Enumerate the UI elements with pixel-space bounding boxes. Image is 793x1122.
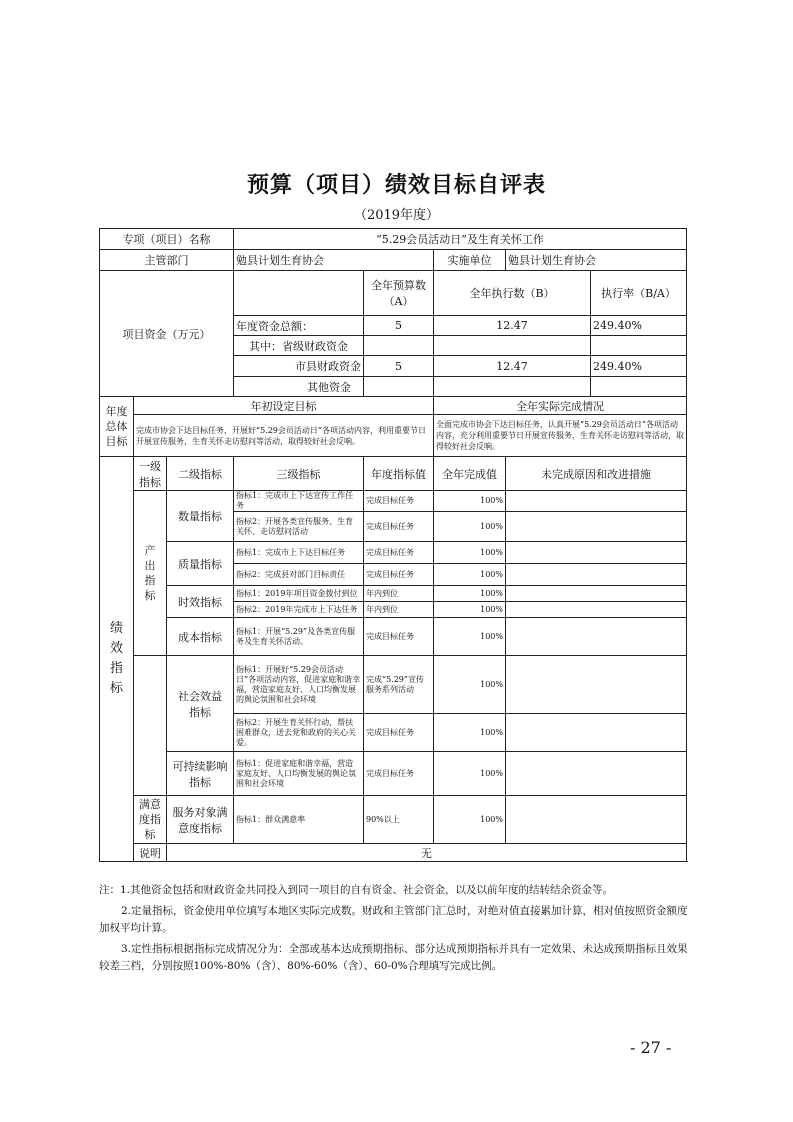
output-label-text: 产出指标	[144, 544, 156, 602]
indicator-reason	[506, 618, 687, 656]
indicator-reason	[506, 542, 687, 564]
header-level2: 二级指标	[167, 457, 234, 491]
dept-label: 主管部门	[100, 250, 234, 271]
indicators-label-text: 绩效指标	[109, 621, 123, 696]
self-evaluation-table	[99, 228, 687, 862]
indicator-done: 100%	[434, 564, 506, 586]
funds-row-rate: 249.40%	[591, 356, 687, 377]
indicator-target: 完成目标任务	[364, 714, 434, 752]
indicator-reason	[506, 586, 687, 602]
goals-actual-text: 全面完成市协会下达目标任务，认真开展“5.29会员活动日”各项活动内容，充分利用重要节日开展宣传服务，生育关怀走访慰问等活动，取得较好社会反响。	[434, 415, 687, 457]
indicator-reason	[506, 714, 687, 752]
indicator-text: 指标2：开展各类宣传服务、生育关怀、走访慰问活动	[234, 512, 364, 542]
cat-time: 时效指标	[167, 586, 234, 618]
indicator-text: 指标2：开展生育关怀行动，帮扶困难群众，送去党和政府的关心关爱。	[234, 714, 364, 752]
indicator-done: 100%	[434, 656, 506, 714]
indicator-reason	[506, 656, 687, 714]
indicator-text: 指标1：开展“5.29”及各类宣传服务及生育关怀活动。	[234, 618, 364, 656]
funds-row-exec	[434, 336, 591, 356]
project-name-label: 专项（项目）名称	[100, 229, 234, 250]
benefit-label: 效益指标	[134, 656, 167, 796]
page-subtitle: （2019年度）	[353, 208, 440, 223]
indicator-text: 指标2：完成县对部门目标责任	[234, 564, 364, 586]
indicator-reason	[506, 752, 687, 796]
funds-row-label: 其他资金	[234, 377, 364, 397]
header-level3: 三级指标	[234, 457, 364, 491]
funds-row-rate: 249.40%	[591, 316, 687, 336]
footnote-1: 注：1.其他资金包括和财政资金共同投入到同一项目的自有资金、社会资金，以及以前年度的结转结余资金等。	[99, 884, 614, 896]
indicator-reason	[506, 491, 687, 512]
funds-row-label: 市县财政资金	[234, 356, 364, 377]
header-level1: 一级指标	[134, 457, 167, 491]
funds-row-budget	[364, 377, 434, 397]
indicator-target: 90%以上	[364, 796, 434, 844]
output-label	[134, 491, 167, 656]
footnotes	[99, 882, 689, 979]
indicator-target: 完成目标任务	[364, 564, 434, 586]
funds-row-label: 其中：省级财政资金	[234, 336, 364, 356]
indicator-reason	[506, 602, 687, 618]
indicator-text: 指标1：2019年项目资金拨付到位	[234, 586, 364, 602]
indicator-done: 100%	[434, 586, 506, 602]
indicator-text: 指标1：完成市上下达目标任务	[234, 542, 364, 564]
indicator-done: 100%	[434, 602, 506, 618]
cat-sustain	[167, 752, 234, 796]
header-reason: 未完成原因和改进措施	[506, 457, 687, 491]
indicator-done: 100%	[434, 618, 506, 656]
funds-row-rate	[591, 336, 687, 356]
page-title: 预算（项目）绩效目标自评表	[246, 172, 546, 198]
funds-row-budget	[364, 336, 434, 356]
indicator-done: 100%	[434, 714, 506, 752]
indicator-done: 100%	[434, 491, 506, 512]
indicator-reason	[506, 512, 687, 542]
funds-row-exec: 12.47	[434, 316, 591, 336]
funds-header-blank	[234, 271, 364, 316]
funds-col-rate: 执行率（B/A）	[591, 271, 687, 316]
cat-quantity: 数量指标	[167, 491, 234, 542]
funds-row-rate	[591, 377, 687, 397]
goals-set-header: 年初设定目标	[134, 397, 434, 415]
indicator-text: 指标1：群众满意率	[234, 796, 364, 844]
indicator-done: 100%	[434, 752, 506, 796]
indicator-target: 完成目标任务	[364, 491, 434, 512]
indicator-done: 100%	[434, 542, 506, 564]
indicator-reason	[506, 796, 687, 844]
project-name-value: “5.29会员活动日”及生育关怀工作	[234, 229, 687, 250]
cat-service-text: 服务对象满意度指标	[172, 805, 228, 835]
indicator-target: 完成目标任务	[364, 752, 434, 796]
explain-value: 无	[167, 844, 687, 862]
footnote-3: 3.定性指标根据指标完成情况分为：全部或基本达成预期指标、部分达成预期指标并具有一定效果、未达成预期指标且效果较差三档，分别按照100%-80%（含）、80%-60%（含）、60-0%合理填写完成比例。	[99, 943, 688, 972]
cat-social	[167, 656, 234, 752]
indicator-target: 完成目标任务	[364, 512, 434, 542]
cat-social-text: 社会效益指标	[178, 689, 222, 719]
goals-actual-header: 全年实际完成情况	[434, 397, 687, 415]
indicator-target: 年内到位	[364, 602, 434, 618]
indicator-target: 完成目标任务	[364, 542, 434, 564]
indicator-text: 指标1：完成市上下达宣传工作任务	[234, 491, 364, 512]
unit-label: 实施单位	[434, 250, 506, 271]
header-done: 全年完成值	[434, 457, 506, 491]
unit-value: 勉县计划生育协会	[506, 250, 687, 271]
indicator-done: 100%	[434, 796, 506, 844]
funds-row-budget: 5	[364, 316, 434, 336]
indicator-text: 指标2：2019年完成市上下达任务	[234, 602, 364, 618]
dept-value: 勉县计划生育协会	[234, 250, 434, 271]
funds-label: 项目资金（万元）	[100, 271, 234, 397]
goals-label: 年度总体目标	[100, 397, 134, 457]
funds-row-exec	[434, 377, 591, 397]
indicator-target: 完成目标任务	[364, 618, 434, 656]
footnote-2: 2.定量指标，资金使用单位填写本地区实际完成数。财政和主管部门汇总时，对绝对值直接累加计算，相对值按照资金额度加权平均计算。	[99, 905, 688, 934]
cat-sustain-text: 可持续影响指标	[172, 759, 228, 789]
funds-row-label: 年度资金总额：	[234, 316, 364, 336]
indicator-done: 100%	[434, 512, 506, 542]
indicator-text: 指标1：开展好“5.29会员活动日”各项活动内容，促进家庭和谐幸福，营造家庭友好、人口均衡发展的舆论氛围和社会环境	[234, 656, 364, 714]
funds-row-budget: 5	[364, 356, 434, 377]
cat-cost: 成本指标	[167, 618, 234, 656]
funds-row-exec: 12.47	[434, 356, 591, 377]
cat-service	[167, 796, 234, 844]
funds-col-budget: 全年预算数（A）	[364, 271, 434, 316]
satisfaction-label-text: 满意度指标	[139, 798, 161, 841]
header-target: 年度指标值	[364, 457, 434, 491]
goals-set-text: 完成市协会下达目标任务，开展好“5.29会员活动日”各项活动内容，利用重要节日开展宣传服务，生育关怀走访慰问等活动，取得较好社会反响。	[134, 415, 434, 457]
indicator-target: 完成“5.29”宣传服务系列活动	[364, 656, 434, 714]
page-number: - 27 -	[630, 1038, 672, 1057]
indicator-reason	[506, 564, 687, 586]
indicator-target: 年内到位	[364, 586, 434, 602]
explain-label: 说明	[134, 844, 167, 862]
satisfaction-label	[134, 796, 167, 844]
funds-col-exec: 全年执行数（B）	[434, 271, 591, 316]
indicator-text: 指标1：促进家庭和谐幸福，营造家庭友好、人口均衡发展的舆论氛围和社会环境	[234, 752, 364, 796]
indicators-label	[100, 457, 134, 862]
cat-quality: 质量指标	[167, 542, 234, 586]
